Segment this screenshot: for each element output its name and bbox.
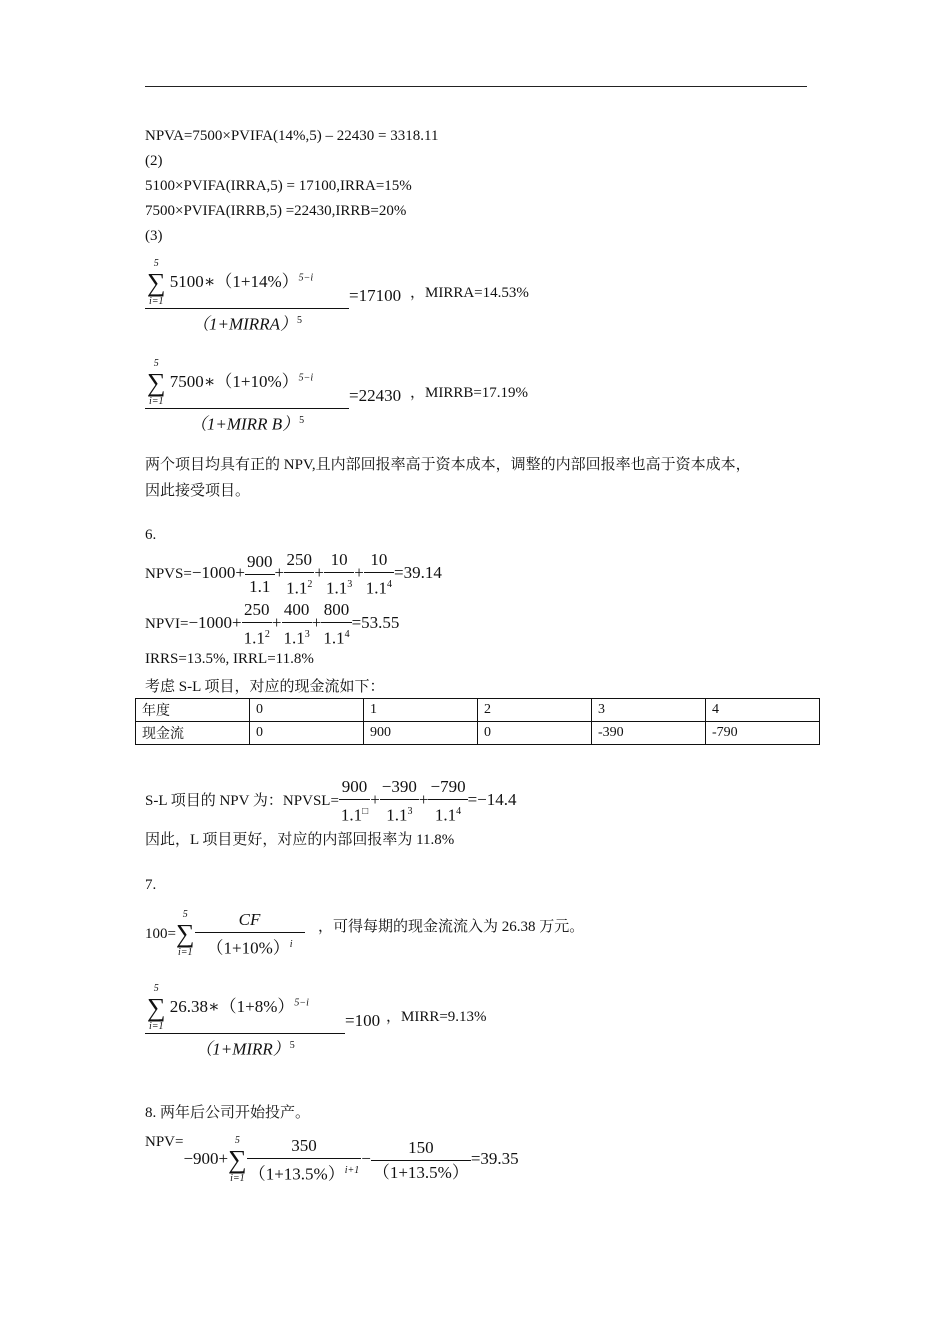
mirr7-equation: 5 ∑ i=1 $26.38∗(1+8\%)^{5-i}$ （1+MIRR）$^5$ =100 [147, 983, 381, 1059]
npv8-equation: NPV=−900+ 5 ∑ i=1 $\frac{350}{(1+13.5\%)^{i+1}}$ − $\frac{150}{(1+13.5\%)}$ =39.35 [145, 1134, 519, 1185]
npvi-equation: NPVI=−1000+ $\frac{250}{1.1^2}$ + $\frac{400}{1.1^3}$ + $\frac{800}{1.1^4}$ =53.55 [145, 600, 400, 648]
header-rule [145, 86, 807, 87]
table-row: 现金流 0 900 0 -390 -790 [136, 722, 820, 745]
irra-line: 5100×PVIFA(IRRA,5) = 17100,IRRA=15% [145, 178, 412, 194]
question-8-label: 8. 两年后公司开始投产。 [145, 1105, 311, 1121]
conclusion-line-2: 因此接受项目。 [145, 483, 251, 499]
mirra-result: ，MIRRA=14.53% [410, 285, 529, 301]
question-7-label: 7. [145, 877, 157, 893]
mirr7-result: ，MIRR=9.13% [386, 1009, 487, 1025]
irr-line: IRRS=13.5%, IRRL=11.8% [145, 651, 314, 667]
npva-line: NPVA=7500×PVIFA(14%,5) – 22430 = 3318.11 [145, 128, 439, 144]
table-row: 年度 0 1 2 3 4 [136, 699, 820, 722]
mirrb-result: ，MIRRB=17.19% [410, 385, 529, 401]
npvs-equation: NPVS=−1000+ $\frac{900}{1.1}$ + $\frac{250}{1.1^2}$ + $\frac{10}{1.1^3}$ + $\frac{10}{1.1^4}$ =39.14 [145, 550, 442, 598]
part2-label: (2) [145, 153, 163, 169]
q7-equation: 100= 5 ∑ i=1 $\frac{CF}{(1+10\%)^i}$ [145, 908, 305, 961]
sl-npv-equation: S-L 项目的 NPV 为：NPVSL= $\frac{900}{1.1^□}$ + $\frac{-390}{1.1^3}$ + $\frac{-790}{1.1^4}$ =−14.4 [145, 777, 517, 825]
mirra-equation: 5 ∑ i=1 $5100∗(1+14\%)^{5-i}$ （1+MIRRA）$^5$ =17100 [147, 258, 402, 334]
sl-conclusion: 因此，L 项目更好，对应的内部回报率为 11.8% [145, 832, 455, 848]
question-6-label: 6. [145, 527, 157, 543]
q7-result: ，可得每期的现金流流入为 26.38 万元。 [318, 919, 585, 935]
irrb-line: 7500×PVIFA(IRRB,5) =22430,IRRB=20% [145, 203, 407, 219]
mirrb-equation: 5 ∑ i=1 $7500∗(1+10\%)^{5-i}$ （1+MIRR B）$^5$ =22430 [147, 358, 402, 434]
part3-label: (3) [145, 228, 163, 244]
conclusion-line-1: 两个项目均具有正的 NPV,且内部回报率高于资本成本，调整的内部回报率也高于资本成本， [145, 457, 751, 473]
consider-line: 考虑 S-L 项目，对应的现金流如下： [145, 679, 385, 695]
cash-flow-table [135, 698, 820, 745]
